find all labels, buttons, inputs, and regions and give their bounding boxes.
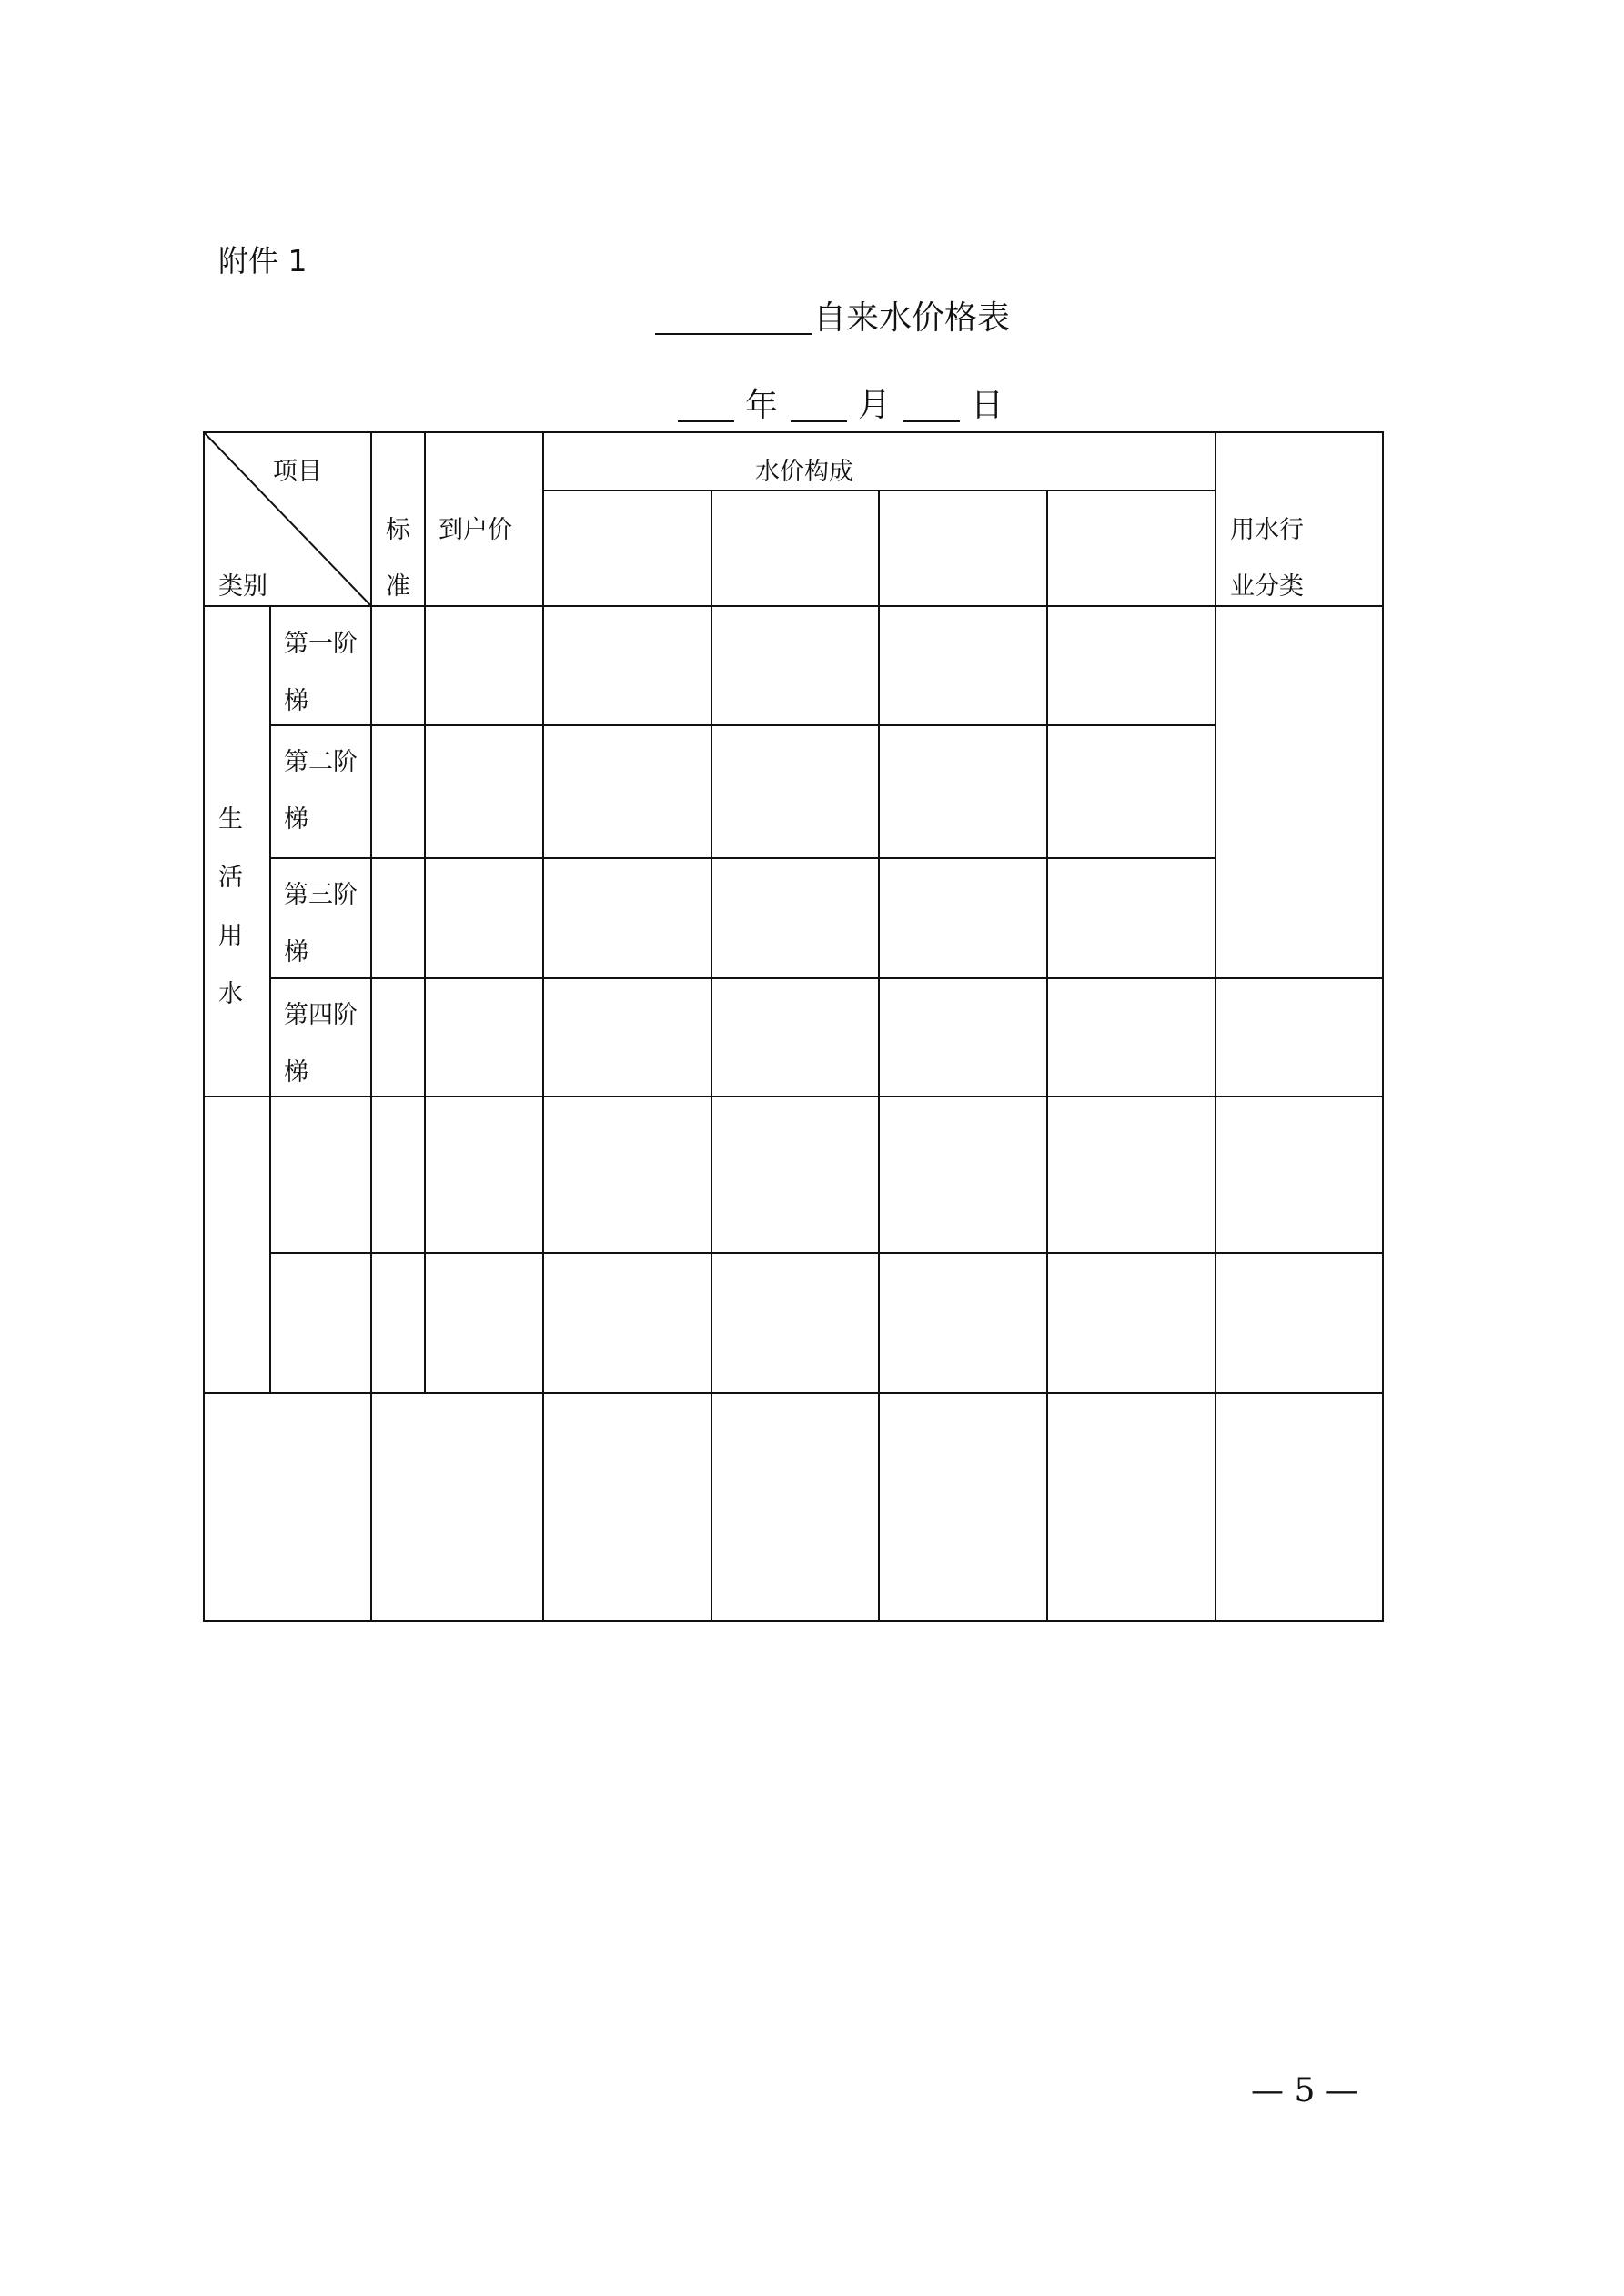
tier-label-line2: 梯 (284, 938, 308, 966)
header-price-composition: 水价构成 (755, 458, 853, 486)
living-water-char: 活 (218, 864, 243, 892)
title-text: 自来水价格表 (813, 299, 1011, 337)
header-standard-line2: 准 (386, 572, 410, 601)
year-unit: 年 (745, 387, 779, 424)
header-delivered-price: 到户价 (439, 516, 512, 544)
header-industry-line2: 业分类 (1230, 572, 1304, 601)
header-industry-line1: 用水行 (1230, 516, 1304, 544)
living-water-char: 用 (218, 922, 243, 950)
tier-label-line1: 第四阶 (284, 1001, 358, 1029)
tier-label-line2: 梯 (284, 805, 308, 834)
tier-label-line1: 第二阶 (284, 748, 358, 776)
tier-label-line2: 梯 (284, 1058, 308, 1087)
month-unit: 月 (858, 387, 892, 424)
table-grid-lines (204, 432, 1383, 1621)
page-number: — 5 — (1251, 2072, 1358, 2109)
header-category: 类别 (218, 572, 267, 601)
tier-label-line1: 第三阶 (284, 881, 358, 909)
table-border (204, 432, 1383, 1621)
living-water-char: 水 (218, 980, 243, 1008)
tier-label-line1: 第一阶 (284, 630, 358, 658)
attachment-label: 附件 1 (218, 243, 308, 278)
day-unit: 日 (971, 387, 1004, 424)
tier-label-line2: 梯 (284, 687, 308, 715)
header-item: 项目 (273, 458, 322, 486)
living-water-char: 生 (218, 805, 243, 834)
header-standard-line1: 标 (386, 516, 410, 544)
